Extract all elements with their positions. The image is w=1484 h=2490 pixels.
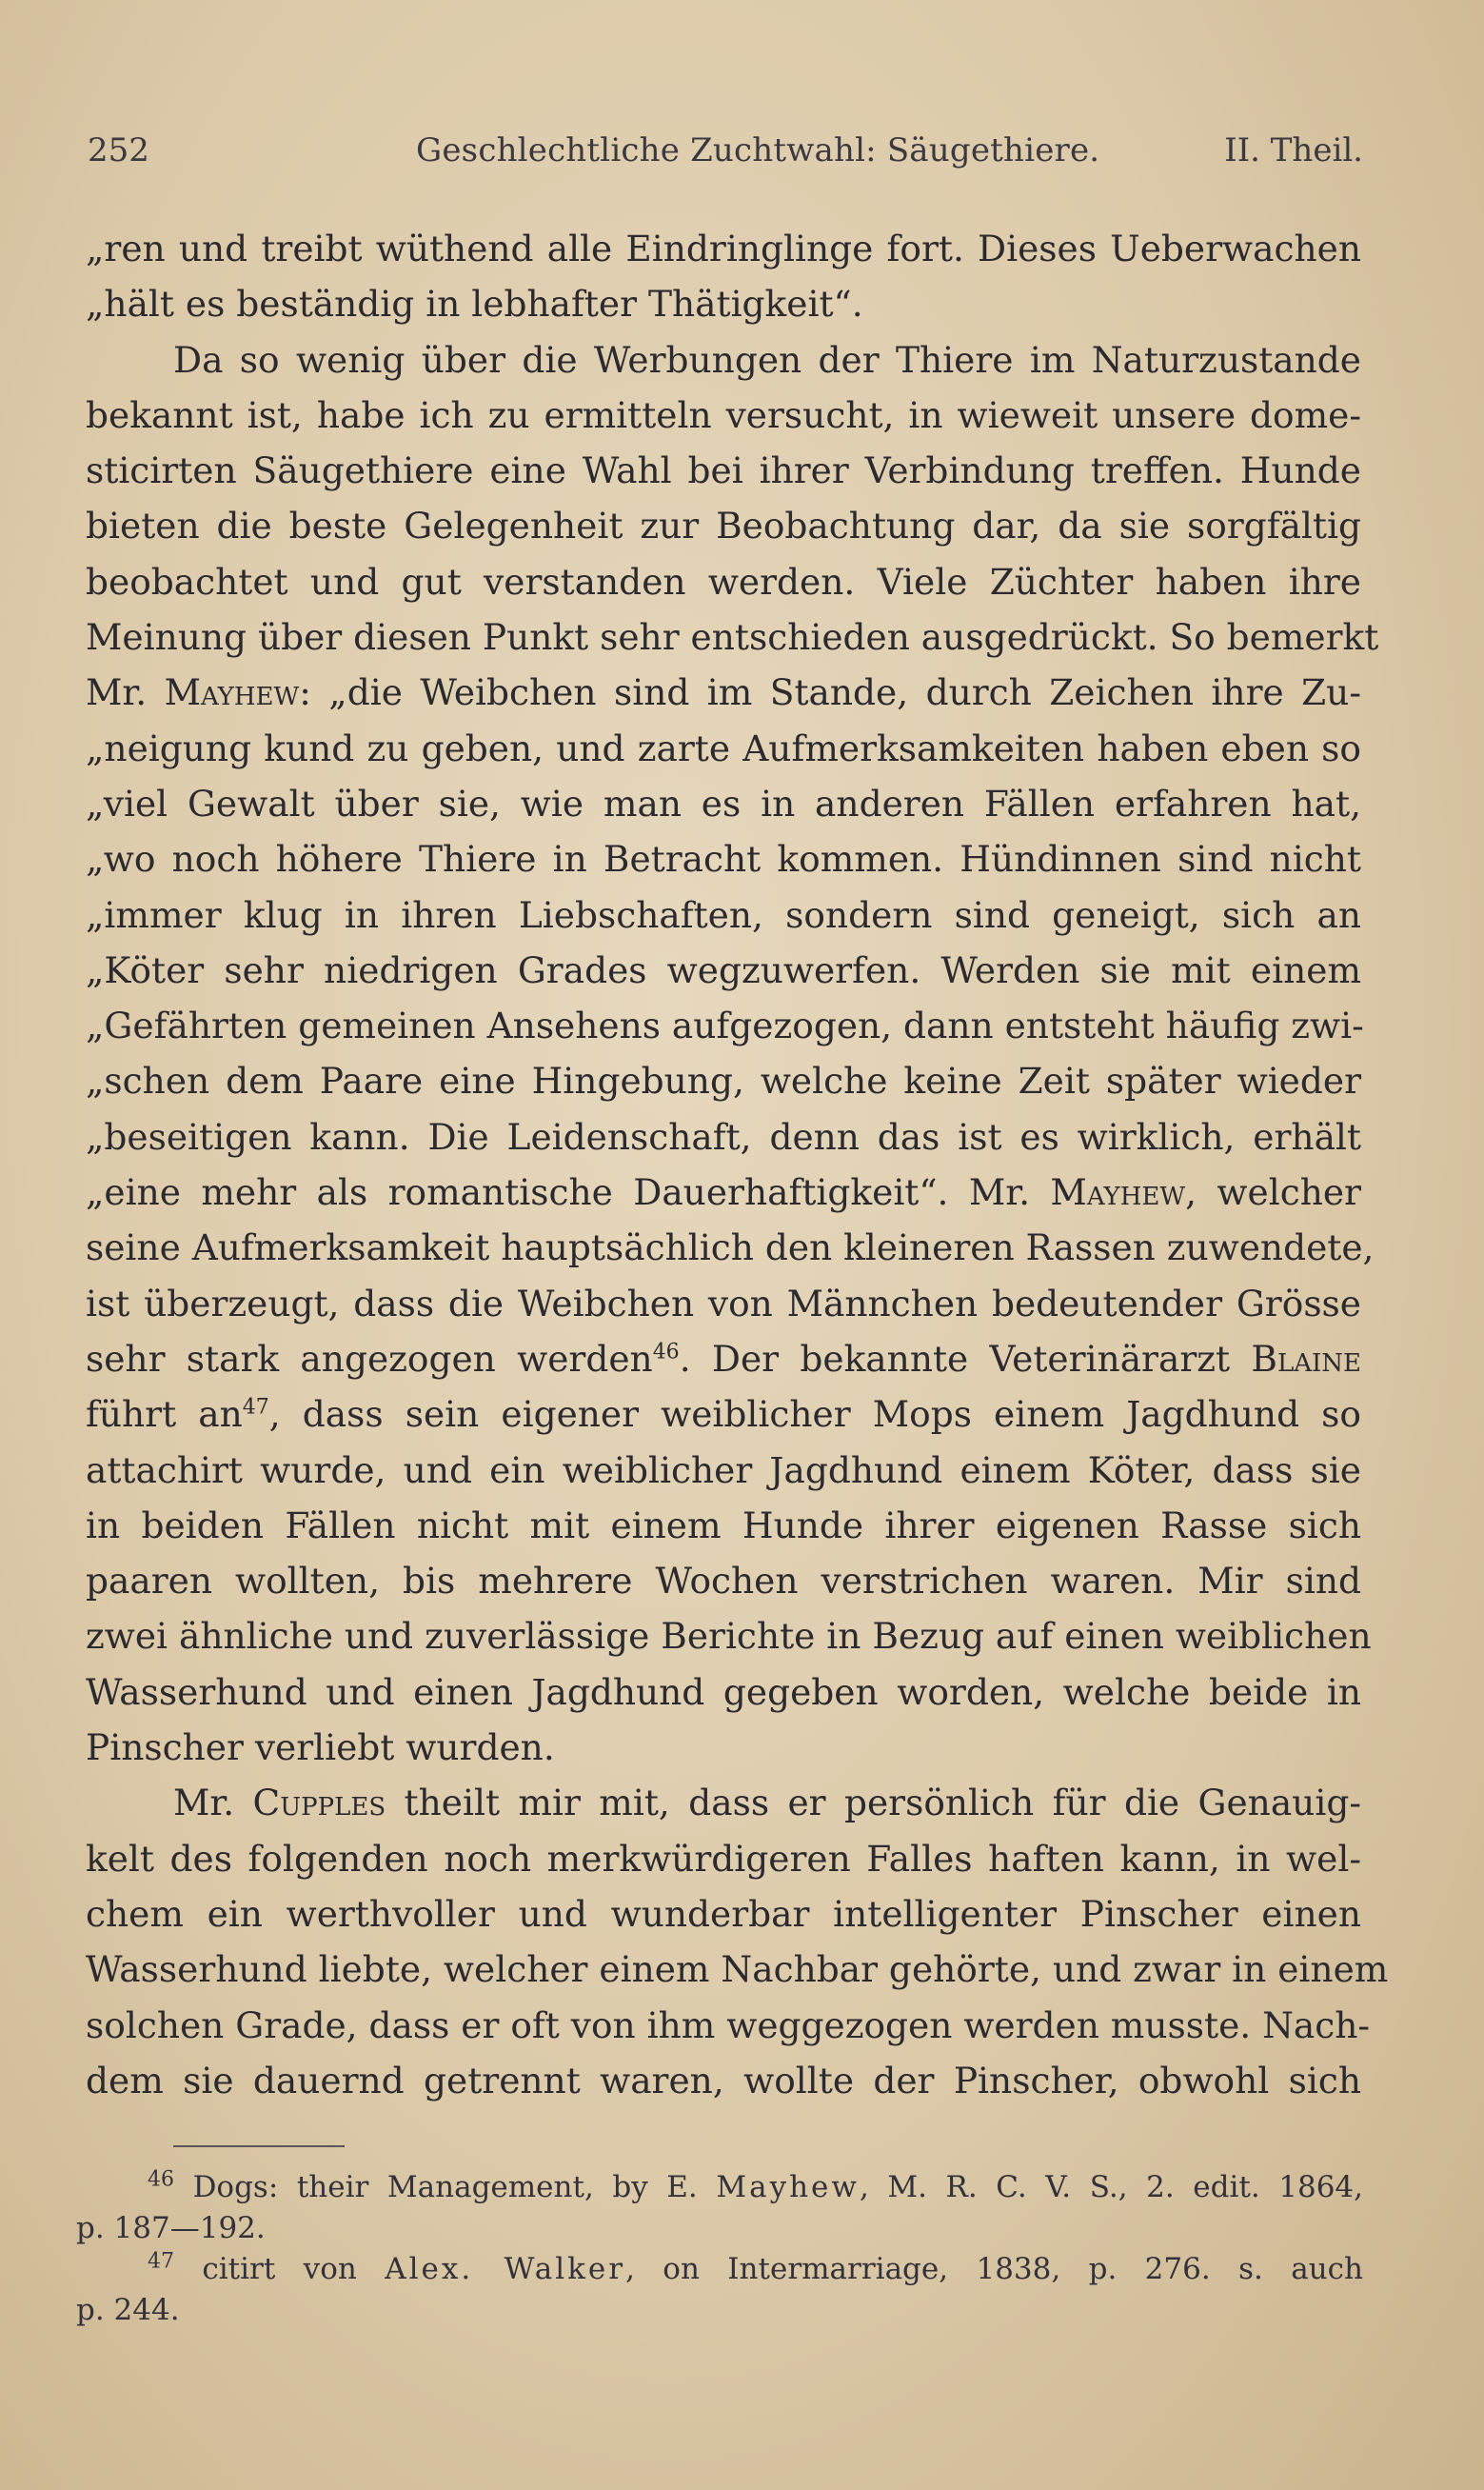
text-line: sehr stark angezogen werden$^{46}$. Der bekannte Veterinärarzt Blaine xyxy=(86,1337,1361,1380)
text-line: in beiden Fällen nicht mit einem Hunde ihrer eigenen Rasse sich xyxy=(86,1504,1361,1546)
footnote-ref: 46 xyxy=(652,1340,680,1365)
footnote-ref: 47 xyxy=(242,1395,269,1420)
text-line: chem ein werthvoller und wunderbar intelligenter Pinscher einen xyxy=(86,1892,1361,1935)
text-line: seine Aufmerksamkeit hauptsächlich den kleineren Rassen zuwendete, xyxy=(86,1226,1375,1269)
text-line: bekannt ist, habe ich zu ermitteln versucht, in wieweit unsere dome- xyxy=(86,393,1361,436)
footnote-46: $^{46}$ Dogs: their Management, by E. Mayhew, M. R. C. V. S., 2. edit. 1864, xyxy=(148,2167,1363,2204)
footnote-47-cont: p. 244. xyxy=(76,2293,180,2327)
text-line: Mr. Cupples theilt mir mit, dass er persönlich für die Genauig- xyxy=(173,1782,1361,1824)
page-number: 252 xyxy=(88,131,149,169)
main-text xyxy=(86,221,1389,2108)
footnotes xyxy=(76,2167,1363,2331)
text-line: sticirten Säugethiere eine Wahl bei ihrer Verbindung treffen. Hunde xyxy=(86,449,1361,492)
footnote-47: $^{47}$ citirt von Alex. Walker, on Intermarriage, 1838, p. 276. s. auch xyxy=(148,2249,1363,2286)
text-line: führt $an^{47}$, dass sein eigener weiblicher Mops einem Jagdhund so xyxy=(86,1393,1361,1436)
text-line: ist überzeugt, dass die Weibchen von Männchen bedeutender Grösse xyxy=(86,1282,1361,1325)
author-name: Cupples xyxy=(252,1782,386,1824)
text-line: dem sie dauernd getrennt waren, wollte der Pinscher, obwohl sich xyxy=(86,2059,1361,2102)
text-line: paaren wollten, bis mehrere Wochen verstrichen waren. Mir sind xyxy=(86,1560,1361,1603)
text-line: zwei ähnliche und zuverlässige Berichte in Bezug auf einen weiblichen xyxy=(86,1615,1372,1658)
text-line: „eine mehr als romantische Dauerhaftigkeit“. Mr. Mayhew, welcher xyxy=(86,1171,1361,1214)
text-line: „Gefährten gemeinen Ansehens aufgezogen, dann entsteht häufig zwi- xyxy=(86,1005,1364,1047)
text-line: „schen dem Paare eine Hingebung, welche keine Zeit später wieder xyxy=(86,1060,1361,1103)
text-line: Pinscher verliebt wurden. xyxy=(86,1726,555,1769)
text-line: „neigung kund zu geben, und zarte Aufmerksamkeiten haben eben so xyxy=(86,727,1361,769)
text-line: „immer klug in ihren Liebschaften, sondern sind geneigt, sich an xyxy=(86,893,1361,936)
text-line: solchen Grade, dass er oft von ihm weggezogen werden musste. Nach- xyxy=(86,2003,1371,2046)
text-line: kelt des folgenden noch merkwürdigeren Falles haften kann, in wel- xyxy=(86,1837,1361,1880)
author-name: Mayhew xyxy=(164,671,300,714)
page-header xyxy=(88,131,1363,189)
text-line: Wasserhund liebte, welcher einem Nachbar gehörte, und zwar in einem xyxy=(86,1948,1389,1991)
text-line: „hält es beständig in lebhafter Thätigkeit“. xyxy=(86,283,863,326)
text-line: „wo noch höhere Thiere in Betracht kommen. Hündinnen sind nicht xyxy=(86,838,1361,881)
text-line: Mr. Mayhew: „die Weibchen sind im Stande, durch Zeichen ihre Zu- xyxy=(86,671,1361,714)
text-line: attachirt wurde, und ein weiblicher Jagdhund einem Köter, dass sie xyxy=(86,1448,1361,1491)
running-title: Geschlechtliche Zuchtwahl: Säugethiere. xyxy=(416,131,1100,169)
text-line: „viel Gewalt über sie, wie man es in anderen Fällen erfahren hat, xyxy=(86,782,1361,825)
text-line: Meinung über diesen Punkt sehr entschieden ausgedrückt. So bemerkt xyxy=(86,616,1379,659)
text-line: „ren und treibt wüthend alle Eindringlinge fort. Dieses Ueberwachen xyxy=(86,228,1361,269)
text-line: „Köter sehr niedrigen Grades wegzuwerfen. Werden sie mit einem xyxy=(86,948,1361,991)
text-line: „beseitigen kann. Die Leidenschaft, denn das ist es wirklich, erhält xyxy=(86,1115,1361,1158)
footnote-divider xyxy=(173,2145,345,2147)
text-line: beobachtet und gut verstanden werden. Viele Züchter haben ihre xyxy=(86,560,1361,603)
author-name: Blaine xyxy=(1251,1337,1361,1380)
text-line: Wasserhund und einen Jagdhund gegeben worden, welche beide in xyxy=(86,1670,1361,1713)
text-line: bieten die beste Gelegenheit zur Beobachtung dar, da sie sorgfältig xyxy=(86,505,1361,548)
part-label: II. Theil. xyxy=(1224,131,1363,169)
text-line: Da so wenig über die Werbungen der Thiere im Naturzustande xyxy=(173,338,1361,381)
author-name: Mayhew xyxy=(1050,1171,1186,1214)
footnote-46-cont: p. 187—192. xyxy=(76,2211,266,2245)
